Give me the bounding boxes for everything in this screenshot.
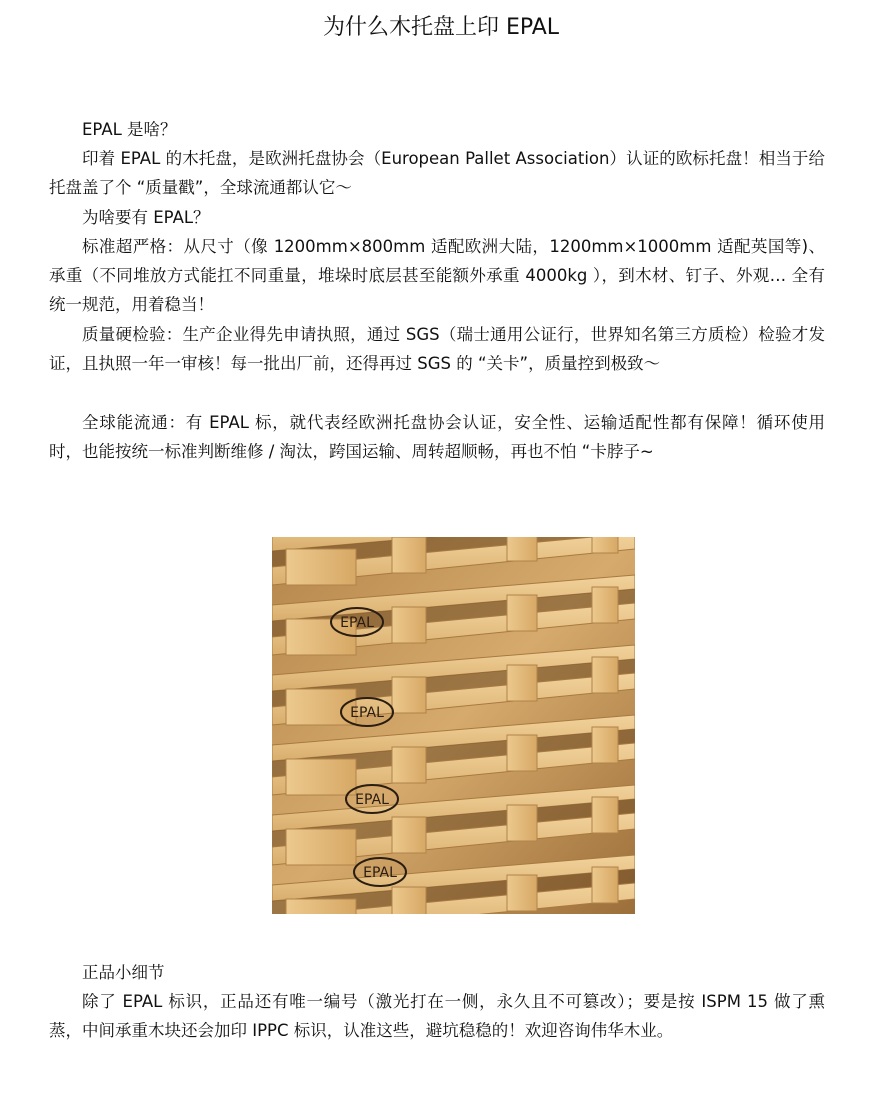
- svg-text:EPAL: EPAL: [340, 615, 374, 631]
- section-heading-what-is-epal: EPAL 是啥？: [82, 120, 177, 139]
- svg-text:EPAL: EPAL: [350, 705, 384, 721]
- section-heading-authentic-details: 正品小细节: [82, 963, 165, 982]
- section-body-authentic-details: 除了 EPAL 标识，正品还有唯一编号（激光打在一侧，永久且不可篡改）；要是按 ISPM 15 做了熏蒸，中间承重木块还会加印 IPPC 标识，认准这些，避坑稳稳的！欢迎咨询伟华木业。: [49, 992, 825, 1041]
- svg-text:EPAL: EPAL: [363, 865, 397, 881]
- paragraph-strict-standards: 标准超严格：从尺寸（像 1200mm×800mm 适配欧洲大陆，1200mm×1000mm 适配英国等)、承重（不同堆放方式能扛不同重量，堆垛时底层甚至能额外承重 4000kg ），到木材、钉子、外观… 全有统一规范，用着稳当！: [49, 237, 825, 315]
- pallet-stack-photo: [272, 537, 635, 914]
- paragraph-global-circulation: 全球能流通：有 EPAL 标，就代表经欧洲托盘协会认证，安全性、运输适配性都有保障！循环使用时，也能按统一标准判断维修 / 淘汰，跨国运输、周转超顺畅，再也不怕 “卡脖子~: [49, 413, 825, 462]
- svg-text:EPAL: EPAL: [355, 792, 389, 808]
- section-heading-why-epal: 为啥要有 EPAL？: [82, 208, 210, 227]
- page-title: 为什么木托盘上印 EPAL: [322, 15, 560, 40]
- paragraph-quality-inspection: 质量硬检验：生产企业得先申请执照，通过 SGS（瑞士通用公证行，世界知名第三方质检）检验才发证，且执照一年一审核！每一批出厂前，还得再过 SGS 的 “关卡”，质量控到极致～: [49, 325, 825, 374]
- section-body-what-is-epal: 印着 EPAL 的木托盘，是欧洲托盘协会（European Pallet Association）认证的欧标托盘！相当于给托盘盖了个 “质量戳”，全球流通都认它～: [49, 149, 825, 198]
